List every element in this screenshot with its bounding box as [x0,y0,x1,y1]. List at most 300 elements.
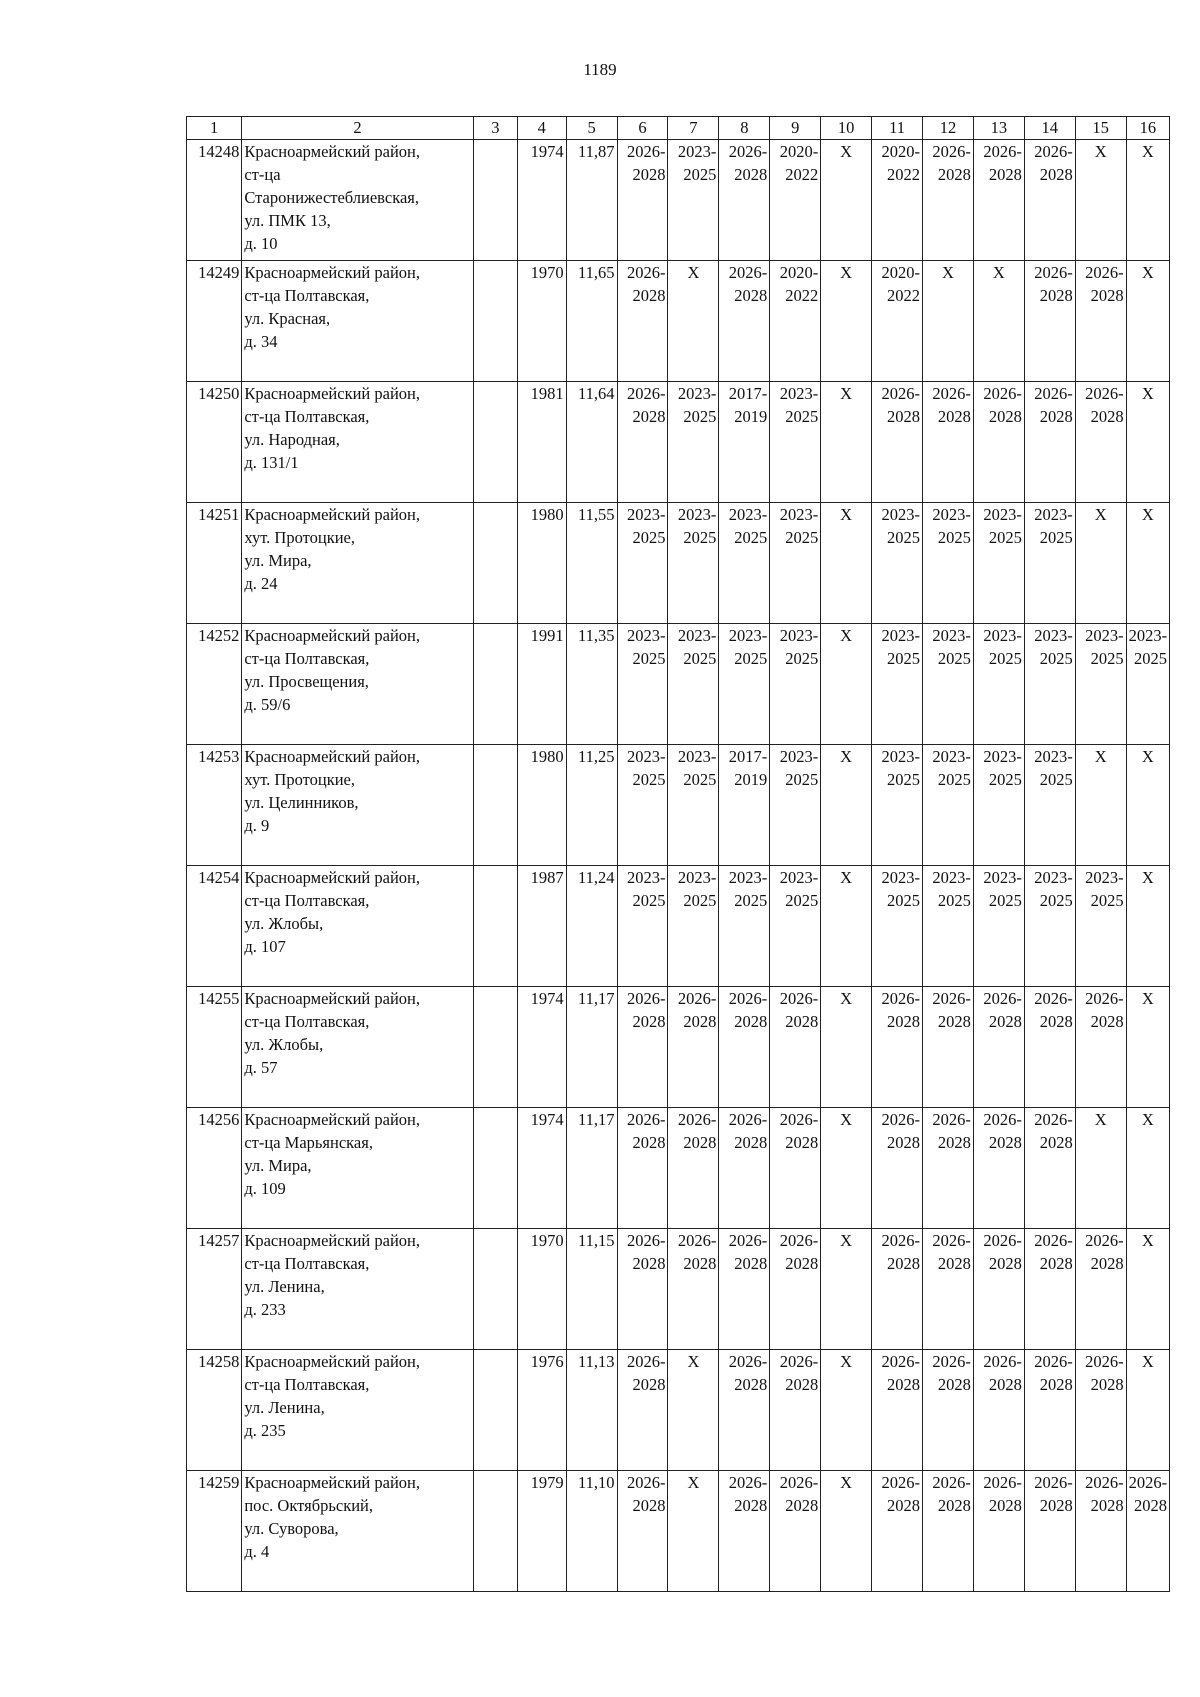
period-end: 2025 [785,528,819,547]
period-start: 2023- [779,505,819,524]
period-start: 2023- [677,505,717,524]
record-id: 14254 [187,866,242,987]
address-cell [242,1350,473,1471]
period-cell-col-15: X [1075,503,1126,624]
period-start: 2026- [1085,263,1124,282]
year-cell: 1991 [517,624,566,745]
period-cell-col-14 [1024,987,1075,1108]
period-cell-col-9 [770,503,821,624]
period-end: 2025 [937,891,971,910]
column-header-10: 10 [821,117,872,140]
record-id: 14258 [187,1350,242,1471]
period-end: 2028 [1039,1375,1073,1394]
period-cell-col-15 [1075,261,1126,382]
period-cell-col-11 [872,140,923,261]
period-cell-col-6 [617,140,668,261]
address-line: д. 235 [244,1421,286,1440]
period-cell-col-9 [770,745,821,866]
period-start: 2023- [1034,868,1073,887]
period-start: 2023- [983,747,1022,766]
value-cell: 11,24 [566,866,617,987]
period-start: 2026- [626,263,666,282]
period-end: 2028 [785,1496,819,1515]
period-end: 2028 [1090,286,1124,305]
period-start: 2020- [779,142,819,161]
period-start: 2026- [728,263,768,282]
period-end: 2028 [632,1375,666,1394]
period-cell-col-12 [923,745,974,866]
period-cell-col-7 [668,382,719,503]
period-start: 2026- [1085,1473,1124,1492]
value-cell: 11,55 [566,503,617,624]
column-header-11: 11 [872,117,923,140]
period-cell-col-10: X [821,382,872,503]
address-line: ул. Народная, [244,430,340,449]
period-start: 2026- [932,1231,971,1250]
period-cell-col-16: X [1126,382,1169,503]
period-start: 2026- [677,1231,717,1250]
period-start: 2026- [626,1231,666,1250]
period-start: 2026- [1128,1473,1168,1492]
address-line: пос. Октябрьский, [244,1496,374,1515]
period-cell-col-14 [1024,382,1075,503]
address-line: Красноармейский район, [244,989,420,1008]
address-line: ст-ца Полтавская, [244,1012,370,1031]
period-cell-col-12 [923,382,974,503]
value-cell: 11,87 [566,140,617,261]
period-cell-col-7 [668,745,719,866]
period-cell-col-8 [719,866,770,987]
year-cell: 1980 [517,503,566,624]
period-start: 2026- [728,1352,768,1371]
period-start: 2026- [932,384,971,403]
period-cell-col-16: X [1126,1108,1169,1229]
period-cell-col-13 [973,1471,1024,1592]
period-start: 2026- [1034,142,1073,161]
period-start: 2017- [728,747,768,766]
period-start: 2026- [983,1110,1022,1129]
column-header-4: 4 [517,117,566,140]
value-cell: 11,17 [566,987,617,1108]
address-line: ул. Ленина, [244,1277,325,1296]
table-row [187,745,1170,866]
period-cell-col-8 [719,1350,770,1471]
address-line: хут. Протоцкие, [244,528,356,547]
table-row [187,1229,1170,1350]
period-cell-col-13 [973,624,1024,745]
period-cell-col-14 [1024,1350,1075,1471]
period-start: 2026- [1034,1231,1073,1250]
period-end: 2025 [1134,649,1167,668]
period-cell-col-13 [973,382,1024,503]
period-cell-col-6 [617,1108,668,1229]
column-header-15: 15 [1075,117,1126,140]
period-start: 2026- [881,384,920,403]
period-cell-col-10: X [821,987,872,1108]
period-end: 2025 [683,528,717,547]
period-end: 2028 [887,1012,920,1031]
period-start: 2023- [626,626,666,645]
period-cell-col-15 [1075,866,1126,987]
period-cell-col-11 [872,1350,923,1471]
period-end: 2025 [988,770,1022,789]
period-end: 2028 [1039,165,1073,184]
period-start: 2026- [1034,1110,1073,1129]
period-end: 2019 [734,407,768,426]
address-line: ст-ца Полтавская, [244,649,370,668]
record-id: 14252 [187,624,242,745]
period-end: 2028 [632,286,666,305]
period-start: 2026- [728,1110,768,1129]
period-start: 2023- [881,505,920,524]
period-start: 2023- [983,626,1022,645]
period-cell-col-6 [617,382,668,503]
period-start: 2026- [932,1352,971,1371]
period-end: 2028 [632,407,666,426]
period-cell-col-11 [872,382,923,503]
year-cell: 1974 [517,1108,566,1229]
address-line: д. 57 [244,1058,278,1077]
period-cell-col-11 [872,261,923,382]
period-start: 2023- [677,747,717,766]
period-cell-col-8 [719,1108,770,1229]
period-cell-col-14 [1024,866,1075,987]
value-cell: 11,17 [566,1108,617,1229]
period-cell-col-13 [973,745,1024,866]
period-end: 2028 [734,1254,768,1273]
period-end: 2025 [632,528,666,547]
column-header-16: 16 [1126,117,1169,140]
period-cell-col-12 [923,1350,974,1471]
address-line: ул. Ленина, [244,1398,325,1417]
period-cell-col-9 [770,140,821,261]
column-3-cell [473,1229,517,1350]
address-line: хут. Протоцкие, [244,770,356,789]
period-cell-col-6 [617,261,668,382]
value-cell: 11,65 [566,261,617,382]
period-cell-col-9 [770,382,821,503]
period-cell-col-13 [973,866,1024,987]
address-line: Красноармейский район, [244,505,420,524]
period-cell-col-13 [973,1350,1024,1471]
period-cell-col-9 [770,1229,821,1350]
table-row [187,1108,1170,1229]
period-cell-col-8 [719,261,770,382]
table-body [187,140,1170,1592]
value-cell: 11,10 [566,1471,617,1592]
period-end: 2028 [937,165,971,184]
period-end: 2028 [734,1375,768,1394]
period-start: 2026- [728,1231,768,1250]
address-cell [242,745,473,866]
period-cell-col-16: X [1126,140,1169,261]
period-end: 2025 [1039,649,1073,668]
period-cell-col-7 [668,1229,719,1350]
period-start: 2023- [1085,626,1124,645]
address-line: ул. Жлобы, [244,1035,324,1054]
period-cell-col-8 [719,140,770,261]
period-end: 2025 [683,649,717,668]
period-start: 2026- [932,142,971,161]
address-line: ст-ца Полтавская, [244,1375,370,1394]
record-id: 14248 [187,140,242,261]
column-header-9: 9 [770,117,821,140]
address-cell [242,987,473,1108]
period-end: 2025 [785,770,819,789]
period-cell-col-8 [719,503,770,624]
period-start: 2020- [779,263,819,282]
period-end: 2028 [937,1133,971,1152]
period-end: 2028 [887,1375,920,1394]
period-cell-col-12 [923,140,974,261]
period-start: 2023- [779,384,819,403]
period-start: 2026- [881,989,920,1008]
period-cell-col-13 [973,1108,1024,1229]
period-cell-col-16: X [1126,261,1169,382]
period-start: 2026- [983,1473,1022,1492]
period-start: 2023- [1034,747,1073,766]
period-cell-col-9 [770,261,821,382]
period-start: 2026- [1085,1231,1124,1250]
table-row [187,140,1170,261]
value-cell: 11,13 [566,1350,617,1471]
period-start: 2026- [779,1473,819,1492]
column-3-cell [473,140,517,261]
period-end: 2028 [1090,1375,1124,1394]
period-cell-col-9 [770,1108,821,1229]
period-start: 2026- [983,989,1022,1008]
period-end: 2025 [1090,649,1124,668]
address-line: Красноармейский район, [244,384,420,403]
table-row [187,382,1170,503]
year-cell: 1974 [517,987,566,1108]
period-cell-col-11 [872,987,923,1108]
period-cell-col-9 [770,1471,821,1592]
period-start: 2023- [932,505,971,524]
table-row [187,866,1170,987]
period-cell-col-14 [1024,624,1075,745]
period-end: 2025 [632,770,666,789]
period-end: 2028 [1039,286,1073,305]
period-cell-col-16: X [1126,503,1169,624]
column-3-cell [473,261,517,382]
period-end: 2028 [1134,1496,1167,1515]
period-cell-col-7: X [668,261,719,382]
address-line: д. 233 [244,1300,286,1319]
period-end: 2025 [937,770,971,789]
period-cell-col-15: X [1075,745,1126,866]
period-start: 2023- [728,868,768,887]
period-cell-col-11 [872,1229,923,1350]
value-cell: 11,15 [566,1229,617,1350]
period-start: 2026- [1034,263,1073,282]
period-start: 2026- [932,989,971,1008]
period-cell-col-10: X [821,140,872,261]
period-start: 2026- [1034,989,1073,1008]
period-start: 2023- [779,626,819,645]
period-cell-col-14 [1024,503,1075,624]
table-header [187,117,1170,140]
period-end: 2028 [988,165,1022,184]
record-id: 14256 [187,1108,242,1229]
period-start: 2023- [626,868,666,887]
period-end: 2025 [734,649,768,668]
address-line: ст-ца Полтавская, [244,286,370,305]
record-id: 14259 [187,1471,242,1592]
period-end: 2028 [785,1012,819,1031]
period-cell-col-10: X [821,1108,872,1229]
period-cell-col-8 [719,745,770,866]
table-row [187,1471,1170,1592]
period-cell-col-15 [1075,1471,1126,1592]
period-end: 2028 [988,1012,1022,1031]
period-cell-col-13: X [973,261,1024,382]
period-start: 2023- [881,626,920,645]
period-cell-col-13 [973,1229,1024,1350]
year-cell: 1974 [517,140,566,261]
period-end: 2028 [937,1496,971,1515]
period-end: 2022 [887,286,920,305]
period-cell-col-12 [923,1229,974,1350]
period-cell-col-11 [872,745,923,866]
period-cell-col-6 [617,1350,668,1471]
period-end: 2028 [1090,407,1124,426]
period-start: 2026- [1034,1473,1073,1492]
column-header-8: 8 [719,117,770,140]
period-end: 2025 [785,891,819,910]
period-cell-col-8 [719,987,770,1108]
period-cell-col-9 [770,1350,821,1471]
period-cell-col-16: X [1126,1350,1169,1471]
address-cell [242,382,473,503]
period-cell-col-6 [617,866,668,987]
period-cell-col-10: X [821,1471,872,1592]
period-cell-col-10: X [821,1229,872,1350]
table-row [187,503,1170,624]
period-end: 2028 [632,1496,666,1515]
value-cell: 11,35 [566,624,617,745]
period-cell-col-12: X [923,261,974,382]
period-end: 2025 [632,891,666,910]
period-end: 2028 [887,1496,920,1515]
address-line: ул. Суворова, [244,1519,339,1538]
table-row [187,1350,1170,1471]
column-header-7: 7 [668,117,719,140]
period-end: 2025 [887,891,920,910]
period-start: 2026- [626,1110,666,1129]
period-cell-col-7: X [668,1471,719,1592]
address-line: Старонижестеблиевская, [244,188,419,207]
address-line: Красноармейский район, [244,1352,420,1371]
period-start: 2023- [932,868,971,887]
address-line: ул. Целинников, [244,793,359,812]
period-start: 2023- [677,142,717,161]
period-start: 2023- [677,626,717,645]
address-line: ул. ПМК 13, [244,211,331,230]
period-start: 2026- [1085,1352,1124,1371]
period-end: 2028 [1090,1496,1124,1515]
period-end: 2025 [988,528,1022,547]
period-start: 2026- [779,989,819,1008]
address-line: Красноармейский район, [244,868,420,887]
period-end: 2028 [785,1375,819,1394]
period-start: 2023- [677,384,717,403]
period-end: 2025 [683,165,717,184]
period-end: 2025 [1090,891,1124,910]
period-end: 2028 [632,1012,666,1031]
period-start: 2026- [1085,989,1124,1008]
period-end: 2028 [1039,1496,1073,1515]
period-start: 2023- [1085,868,1124,887]
record-id: 14255 [187,987,242,1108]
page-number: 1189 [583,60,617,79]
period-start: 2023- [932,626,971,645]
period-start: 2020- [881,263,920,282]
address-line: ул. Мира, [244,1156,312,1175]
period-cell-col-12 [923,866,974,987]
header-row [187,117,1170,140]
period-end: 2028 [785,1254,819,1273]
column-header-3: 3 [473,117,517,140]
period-start: 2023- [728,505,768,524]
period-cell-col-15 [1075,1229,1126,1350]
period-end: 2028 [734,286,768,305]
period-end: 2028 [937,1375,971,1394]
year-cell: 1987 [517,866,566,987]
period-end: 2025 [785,649,819,668]
period-start: 2020- [881,142,920,161]
period-end: 2025 [988,891,1022,910]
period-end: 2028 [1039,1012,1073,1031]
column-header-12: 12 [923,117,974,140]
period-cell-col-12 [923,987,974,1108]
period-end: 2025 [1039,891,1073,910]
address-line: Красноармейский район, [244,747,420,766]
period-end: 2025 [937,528,971,547]
period-end: 2019 [734,770,768,789]
column-header-2: 2 [242,117,473,140]
period-end: 2028 [937,1012,971,1031]
period-end: 2028 [988,1254,1022,1273]
period-start: 2023- [932,747,971,766]
period-start: 2023- [677,868,717,887]
address-line: ст-ца Полтавская, [244,407,370,426]
period-end: 2025 [683,407,717,426]
address-line: д. 9 [244,816,270,835]
year-cell: 1980 [517,745,566,866]
period-cell-col-14 [1024,745,1075,866]
period-cell-col-7 [668,503,719,624]
period-end: 2022 [887,165,920,184]
period-end: 2025 [887,528,920,547]
period-cell-col-16: X [1126,866,1169,987]
address-line: ст-ца Марьянская, [244,1133,373,1152]
period-start: 2026- [881,1352,920,1371]
period-start: 2026- [626,1473,666,1492]
period-start: 2026- [1034,1352,1073,1371]
address-line: ул. Просвещения, [244,672,369,691]
period-cell-col-15: X [1075,140,1126,261]
record-id: 14250 [187,382,242,503]
period-start: 2026- [983,384,1022,403]
period-end: 2028 [785,1133,819,1152]
period-start: 2023- [779,747,819,766]
address-line: Красноармейский район, [244,142,420,161]
period-cell-col-13 [973,140,1024,261]
period-cell-col-9 [770,987,821,1108]
period-end: 2028 [1090,1012,1124,1031]
period-end: 2028 [887,407,920,426]
